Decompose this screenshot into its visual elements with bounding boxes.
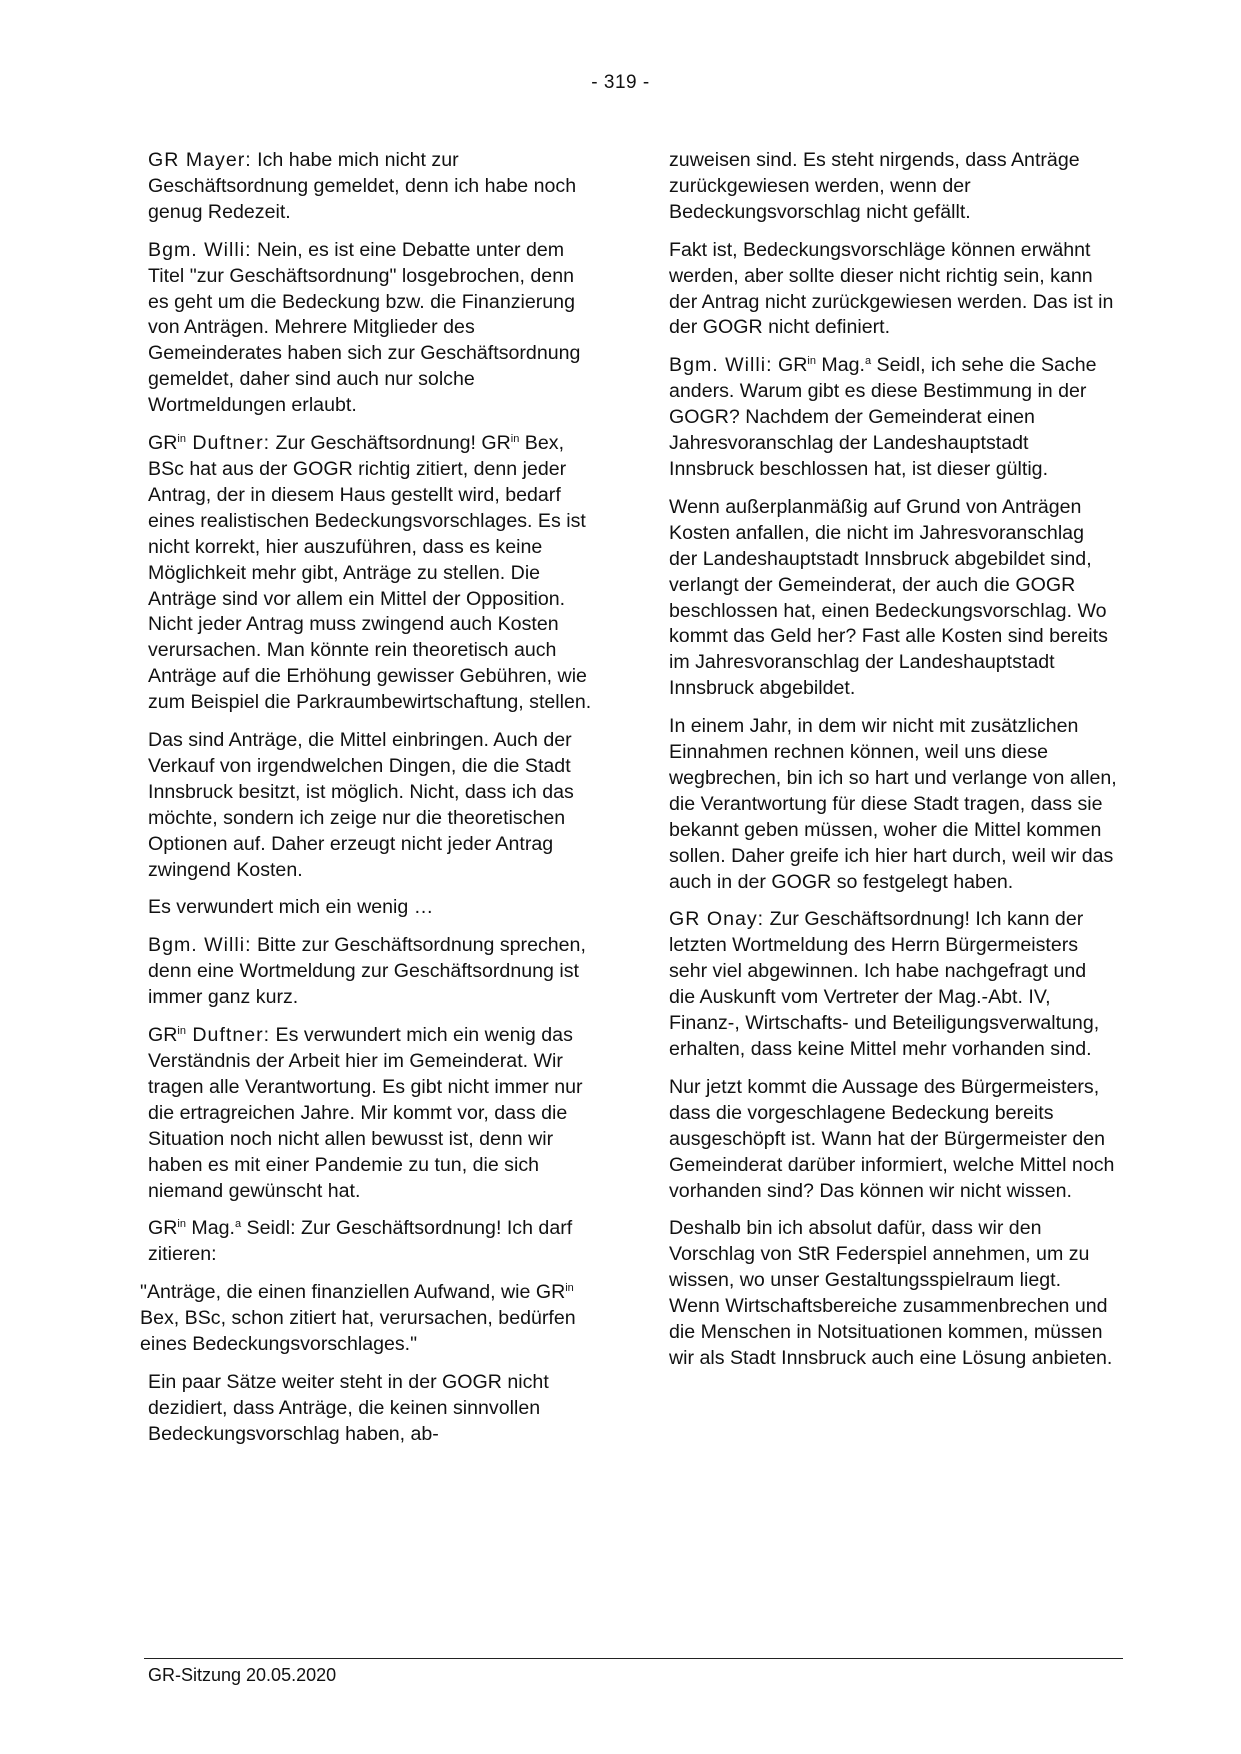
paragraph-seidl-2: Ein paar Sätze weiter steht in der GOGR nicht dezidiert, dass Anträge, die keinen sinnvollen Bedeckungsvorschlag haben, ab- (148, 1370, 549, 1445)
paragraph-willi-3 (669, 353, 1117, 483)
paragraph-seidl-1 (148, 1216, 596, 1268)
superscript: a (234, 1218, 242, 1231)
paragraph-text: Nein, es ist eine Debatte unter dem Titel "zur Geschäftsordnung" losgebrochen, denn es geht um die Bedeckung bzw. die Finanzierung von Anträgen. Mehrere Mitglieder des Gemeinderates haben sich zur Geschäftsordnung gemeldet, daher sind auch nur solche Wortmeldungen erlaubt. (148, 238, 581, 417)
speaker-name: Duftner: (185, 432, 271, 455)
paragraph-text: Bitte zur Geschäftsordnung sprechen, denn eine Wortmeldung zur Geschäftsordnung ist immer ganz kurz. (148, 934, 586, 1009)
paragraph-text: Ich habe mich nicht zur Geschäftsordnung gemeldet, denn ich habe noch genug Redezeit. (148, 149, 577, 223)
paragraph-willi-1 (148, 238, 596, 419)
right-column (669, 148, 1117, 1384)
paragraph-willi-5: In einem Jahr, in dem wir nicht mit zusätzlichen Einnahmen rechnen können, weil uns diese wegbrechen, bin ich so hart und verlange von allen, die Verantwortung für diese Stadt tragen, dass sie bekannt geben müssen, woher die Mittel kommen sollen. Daher greife ich hier hart durch, weil wir das auch in der GOGR so festgelegt haben. (669, 715, 1117, 893)
paragraph-onay-2: Nur jetzt kommt die Aussage des Bürgermeisters, dass die vorgeschlagene Bedeckung bereits ausgeschöpft ist. Wann hat der Bürgermeister den Gemeinderat darüber informiert, welche Mittel noch vorhanden sind? Das können wir nicht wissen. (669, 1075, 1115, 1202)
quote-text: Bex, BSc, schon zitiert hat, verursachen, bedürfen eines Bedeckungsvorschlages." (140, 1307, 576, 1356)
paragraph-seidl-4: Fakt ist, Bedeckungsvorschläge können erwähnt werden, aber sollte dieser nicht richtig sein, kann der Antrag nicht zurückgewiesen werden. Das ist in der GOGR nicht definiert. (669, 238, 1114, 339)
superscript: in (177, 433, 186, 446)
paragraph-text: Bex, BSc hat aus der GOGR richtig zitiert, denn jeder Antrag, der in diesem Haus gestellt wird, bedarf eines realistischen Bedeckungsvorschlages. Es ist nicht korrekt, hier auszuführen, dass es keine Möglichkeit mehr gibt, Anträge zu stellen. Die Anträge sind vor allem ein Mittel der Opposition. Nicht jeder Antrag muss zwingend auch Kosten verursachen. Man könnte rein theoretisch auch Anträge auf die Erhöhung gewisser Gebühren, wie zum Beispiel die Parkraumbewirtschaftung, stellen. (148, 432, 592, 714)
left-column (140, 148, 596, 1460)
paragraph-mayer (148, 148, 596, 226)
paragraph-seidl-3: zuweisen sind. Es steht nirgends, dass Anträge zurückgewiesen werden, wenn der Bedeckungsvorschlag nicht gefällt. (669, 149, 1080, 223)
speaker-title: GR (148, 1217, 178, 1240)
paragraph-duftner-4 (148, 1023, 596, 1204)
paragraph-text: Es verwundert mich ein wenig das Verständnis der Arbeit hier im Gemeinderat. Wir tragen alle Verantwortung. Es gibt nicht immer nur die ertragreichen Jahre. Mir kommt vor, dass die Situation noch nicht allen bewusst ist, denn wir haben es mit einer Pandemie zu tun, die sich niemand gewünscht hat. (148, 1024, 583, 1202)
superscript: in (177, 1218, 186, 1231)
speaker-degree: Mag. (185, 1217, 235, 1240)
paragraph-onay-1 (669, 907, 1117, 1062)
speaker-name: Bgm. Willi: (148, 238, 252, 261)
paragraph-willi-2 (148, 933, 596, 1011)
paragraph-text: Zur Geschäftsordnung! Ich kann der letzten Wortmeldung des Herrn Bürgermeisters sehr viel abgewinnen. Ich habe nachgefragt und die Auskunft vom Vertreter der Mag.-Abt. IV, Finanz-, Wirtschafts- und Beteiligungsverwaltung, erhalten, dass keine Mittel mehr vorhanden sind. (669, 908, 1100, 1060)
paragraph-text: Zur Geschäftsordnung! GR (270, 432, 511, 455)
speaker-title: GR (148, 432, 178, 455)
paragraph-duftner-3: Es verwundert mich ein wenig … (148, 896, 434, 919)
speaker-name: GR Onay: (669, 908, 765, 931)
footer-text: GR-Sitzung 20.05.2020 (148, 1665, 337, 1685)
paragraph-duftner-2: Das sind Anträge, die Mittel einbringen. Auch der Verkauf von irgendwelchen Dingen, die die Stadt Innsbruck besitzt, ist möglich. Nicht, dass ich das möchte, sondern ich zeige nur die theoretischen Optionen auf. Daher erzeugt nicht jeder Antrag zwingend Kosten. (148, 729, 574, 881)
paragraph-willi-4: Wenn außerplanmäßig auf Grund von Anträgen Kosten anfallen, die nicht im Jahresvoranschlag der Landeshauptstadt Innsbruck abgebildet sind, verlangt der Gemeinderat, der auch die GOGR beschlossen hat, einen Bedeckungsvorschlag. Wo kommt das Geld her? Fast alle Kosten sind bereits im Jahresvoranschlag der Landeshauptstadt Innsbruck abgebildet. (669, 495, 1108, 700)
superscript: in (177, 1025, 186, 1038)
speaker-degree: Mag. (815, 354, 865, 377)
speaker-title: GR (772, 354, 808, 377)
superscript: a (864, 355, 872, 368)
paragraph-duftner-1 (148, 431, 596, 716)
speaker-name: Bgm. Willi: (669, 354, 773, 377)
paragraph-onay-3: Deshalb bin ich absolut dafür, dass wir den Vorschlag von StR Federspiel annehmen, um zu wissen, wo unser Gestaltungsspielraum liegt. Wenn Wirtschaftsbereiche zusammenbrechen und die Menschen in Notsituationen kommen, müssen wir als Stadt Innsbruck auch eine Lösung anbieten. (669, 1217, 1113, 1369)
quotation (140, 1280, 596, 1358)
page-number: - 319 - (591, 72, 650, 93)
paragraph-text: Seidl, ich sehe die Sache anders. Warum gibt es diese Bestimmung in der GOGR? Nachdem der Gemeinderat einen Jahresvoranschlag der Landeshauptstadt Innsbruck beschlossen hat, ist dieser gültig. (669, 354, 1097, 480)
speaker-name: Duftner: (185, 1024, 271, 1047)
footer-divider (144, 1658, 1123, 1659)
superscript: in (565, 1282, 574, 1295)
speaker-name: Seidl: (241, 1217, 296, 1240)
superscript: in (807, 355, 816, 368)
superscript: in (510, 433, 520, 446)
paragraph-text: Zur Geschäftsordnung! Ich darf zitieren: (148, 1217, 573, 1266)
quote-text: "Anträge, die einen finanziellen Aufwand, wie GR (140, 1281, 566, 1304)
speaker-name: GR Mayer: (148, 149, 252, 171)
speaker-title: GR (148, 1024, 178, 1047)
speaker-name: Bgm. Willi: (148, 934, 252, 957)
